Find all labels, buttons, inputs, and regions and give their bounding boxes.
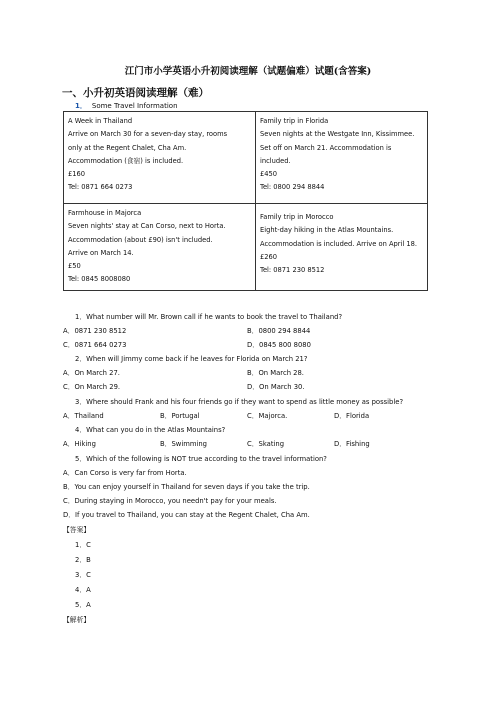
question-stem: 5．Which of the following is NOT true according to the travel information? [75,455,327,463]
answer-item: 1．C [75,541,91,549]
cell-line: Accommodation is included. Arrive on April 18. [260,239,418,248]
question-stem: 1．What number will Mr. Brown call if he wants to book the travel to Thailand? [75,313,343,321]
cell-florida [256,112,428,204]
cell-line: Family trip in Morocco [260,213,334,221]
cell-line: Seven nights at the Westgate Inn, Kissimmee. [260,130,415,139]
cell-line: Tel: 0871 664 0273 [68,183,133,192]
cell-line: £260 [260,252,278,261]
question-stem: 3．Where should Frank and his four friends go if they want to spend as little money as possible? [75,398,404,406]
answer-item: 4．A [75,586,91,594]
answer-item: 2．B [75,556,91,564]
option: D．On March 30. [247,383,305,391]
option: C．0871 664 0273 [63,341,127,349]
cell-line: Seven nights' stay at Can Corso, next to Horta. [68,222,226,231]
cell-line: only at the Regent Chalet, Cha Am. [68,143,187,152]
cell-line: Tel: 0871 230 8512 [260,266,325,275]
option: B．Portugal [160,412,200,420]
cell-line: Family trip in Florida [260,117,329,125]
cell-line: Accommodation (about £90) isn't included. [68,235,213,244]
analysis-heading: 【解析】 [63,616,91,624]
document-title: 江门市小学英语小升初阅读理解（试题偏难）试题(含答案) [124,66,372,77]
option: D．0845 800 8080 [247,341,311,349]
travel-info-table [63,111,428,291]
question-stem: 4．What can you do in the Atlas Mountains? [75,426,226,434]
option: C．Majorca. [247,412,288,420]
option: C．Skating [247,440,285,448]
cell-line: Farmhouse in Majorca [68,209,142,217]
option: B．Swimming [160,440,207,448]
cell-line: A Week in Thailand [68,117,133,125]
cell-line: Tel: 0845 8008080 [68,275,131,284]
option: A．On March 27. [63,369,120,377]
option: B．You can enjoy yourself in Thailand for seven days if you take the trip. [63,483,310,491]
answer-item: 5．A [75,601,91,609]
table-row [64,112,428,204]
cell-line: Arrive on March 30 for a seven-day stay, rooms [68,130,228,139]
table-row [64,204,428,291]
cell-line: Tel: 0800 294 8844 [260,183,325,192]
option: A．0871 230 8512 [63,327,127,335]
cell-line: £160 [68,170,86,179]
answer-item: 3．C [75,571,91,579]
option: A．Hiking [63,440,96,448]
cell-line: Set off on March 21. Accommodation is [260,143,392,152]
option: C．On March 29. [63,383,121,391]
question-group-number: 1． [75,102,87,110]
cell-line: £50 [68,262,81,271]
cell-line: Eight-day hiking in the Atlas Mountains. [260,226,394,235]
question-group-label: Some Travel Information [91,102,178,110]
option: C．During staying in Morocco, you needn't pay for your meals. [63,497,277,505]
question-stem: 2．When will Jimmy come back if he leaves for Florida on March 21? [75,355,308,363]
option: D．If you travel to Thailand, you can stay at the Regent Chalet, Cha Am. [63,511,310,519]
cell-line: Accommodation (食宿) is included. [68,156,184,165]
cell-line: Arrive on March 14. [68,248,134,257]
section-heading: 一、小升初英语阅读理解（难） [62,87,209,99]
option: B．0800 294 8844 [247,327,311,335]
answer-heading: 【答案】 [63,526,91,534]
cell-majorca [64,204,256,291]
option: D．Florida [334,412,370,420]
option: B．On March 28. [247,369,304,377]
option: D．Fishing [334,440,370,448]
cell-morocco [256,204,428,291]
cell-line: included. [260,156,291,165]
option: A．Thailand [63,412,104,420]
cell-line: £450 [260,170,278,179]
option: A．Can Corso is very far from Horta. [63,469,187,477]
question-group-title [75,101,178,111]
cell-thailand [64,112,256,204]
